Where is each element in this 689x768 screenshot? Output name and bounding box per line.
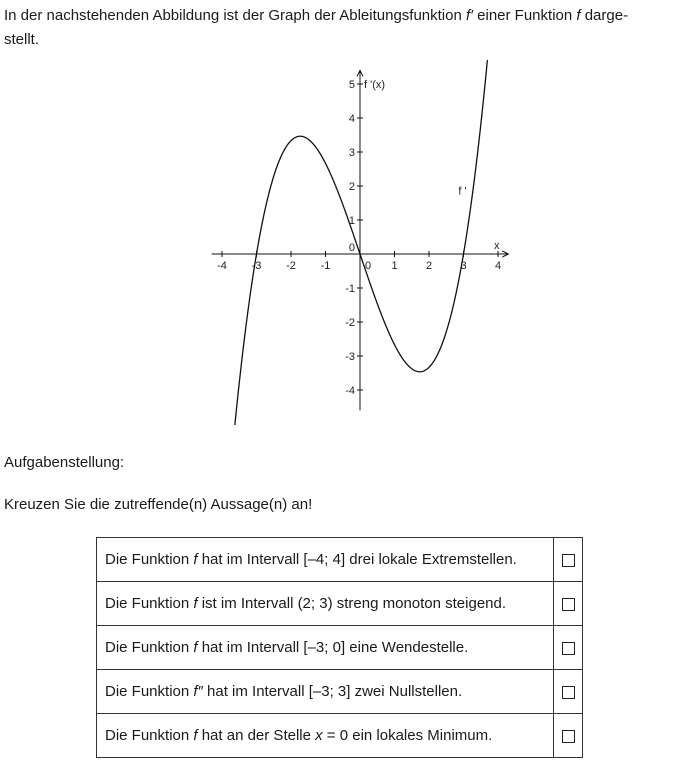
option-text-post: hat im Intervall [–3; 3] zwei Nullstellen. bbox=[202, 683, 463, 700]
option-statement bbox=[97, 582, 554, 626]
option-statement bbox=[97, 626, 554, 670]
x-tick-label: -3 bbox=[251, 260, 262, 272]
options-table bbox=[96, 537, 583, 758]
task-instruction: Kreuzen Sie die zutreffende(n) Aussage(n) an! bbox=[4, 496, 313, 513]
intro-line1-middle: einer Funktion bbox=[472, 7, 577, 24]
option-text-it2: x bbox=[315, 727, 323, 744]
option-checkbox-cell bbox=[554, 538, 583, 582]
option-checkbox[interactable] bbox=[562, 642, 575, 655]
y-tick-label: 2 bbox=[348, 181, 355, 193]
intro-line1-end: darge- bbox=[580, 7, 629, 24]
option-text-it: f″ bbox=[193, 683, 203, 700]
option-text-it: f bbox=[193, 727, 198, 744]
curve-label: f ' bbox=[458, 185, 467, 198]
option-text-pre: Die Funktion bbox=[105, 727, 194, 744]
option-text-post: hat im Intervall [–4; 4] drei lokale Extremstellen. bbox=[197, 551, 517, 568]
y-tick-label: 1 bbox=[348, 215, 355, 227]
option-row bbox=[97, 714, 583, 758]
y-tick-label: 0 bbox=[348, 242, 355, 254]
option-text-pre: Die Funktion bbox=[105, 639, 194, 656]
option-row bbox=[97, 670, 583, 714]
intro-line2: stellt. bbox=[4, 31, 40, 48]
axes bbox=[212, 70, 509, 410]
x-tick-label: 3 bbox=[460, 260, 467, 272]
intro-func: f bbox=[576, 7, 581, 24]
x-tick-label: 2 bbox=[425, 260, 433, 272]
option-text-it: f bbox=[193, 551, 198, 568]
option-text-post: hat an der Stelle bbox=[197, 727, 316, 744]
option-checkbox-cell bbox=[554, 714, 583, 758]
x-tick-label: -4 bbox=[217, 260, 227, 272]
option-checkbox[interactable] bbox=[562, 730, 575, 743]
x-tick-label: -1 bbox=[320, 260, 331, 272]
y-tick-label: -2 bbox=[345, 317, 355, 329]
option-text-pre: Die Funktion bbox=[105, 683, 194, 700]
option-row bbox=[97, 538, 583, 582]
option-text-post2: = 0 ein lokales Minimum. bbox=[322, 727, 493, 744]
task-heading: Aufgabenstellung: bbox=[4, 454, 125, 471]
option-text-post: hat im Intervall [–3; 0] eine Wendestelle. bbox=[197, 639, 469, 656]
option-statement bbox=[97, 714, 554, 758]
option-checkbox-cell bbox=[554, 670, 583, 714]
option-checkbox[interactable] bbox=[562, 554, 575, 567]
option-text-pre: Die Funktion bbox=[105, 595, 194, 612]
option-checkbox[interactable] bbox=[562, 598, 575, 611]
intro-func-prime: f′ bbox=[466, 7, 473, 24]
derivative-graph bbox=[200, 60, 520, 425]
y-tick-label: -3 bbox=[345, 351, 355, 363]
option-text-post: ist im Intervall (2; 3) streng monoton steigend. bbox=[197, 595, 507, 612]
y-tick-label: 5 bbox=[348, 79, 355, 91]
x-tick-label: 4 bbox=[494, 260, 502, 272]
option-text-it: f bbox=[193, 595, 198, 612]
intro-line1-start: In der nachstehenden Abbildung ist der Graph der Ableitungsfunktion bbox=[4, 7, 466, 24]
option-checkbox-cell bbox=[554, 582, 583, 626]
y-tick-label: -4 bbox=[345, 385, 355, 397]
y-tick-label: 4 bbox=[348, 113, 355, 125]
x-axis-label: x bbox=[494, 240, 500, 252]
option-row bbox=[97, 582, 583, 626]
y-tick-label: -1 bbox=[345, 283, 355, 295]
option-checkbox-cell bbox=[554, 626, 583, 670]
option-statement bbox=[97, 538, 554, 582]
x-tick-label: 0 bbox=[364, 260, 372, 272]
option-text-pre: Die Funktion bbox=[105, 551, 194, 568]
intro-text bbox=[4, 4, 684, 52]
y-axis-label: f '(x) bbox=[364, 79, 386, 91]
x-tick-label: -2 bbox=[286, 260, 296, 272]
option-text-it: f bbox=[193, 639, 198, 656]
y-tick-label: 3 bbox=[348, 147, 355, 159]
option-row bbox=[97, 626, 583, 670]
option-checkbox[interactable] bbox=[562, 686, 575, 699]
x-tick-label: 1 bbox=[391, 260, 398, 272]
option-statement bbox=[97, 670, 554, 714]
